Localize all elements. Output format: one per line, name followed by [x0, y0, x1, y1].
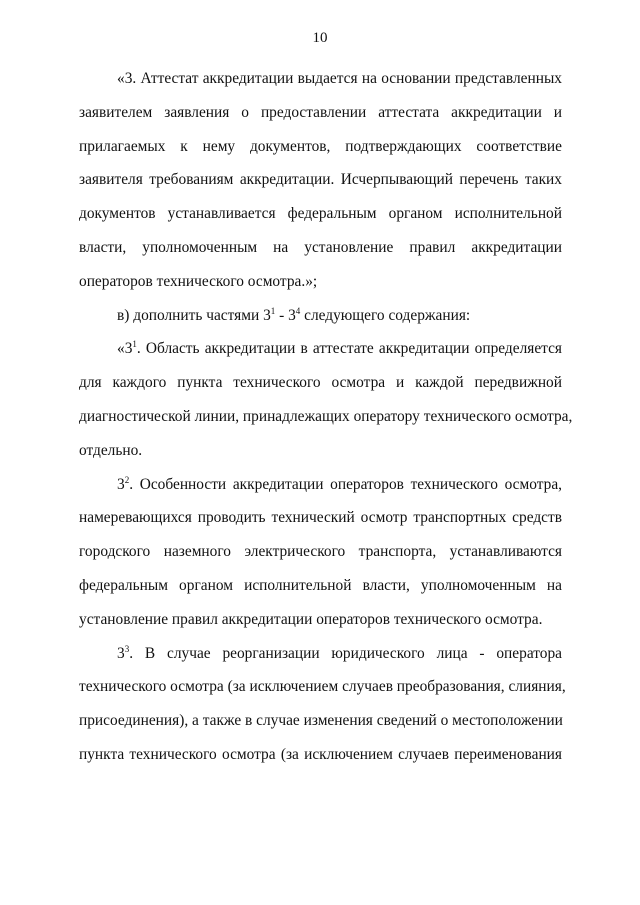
text-line: для каждого пункта технического осмотра и каждой передвижной: [79, 374, 562, 392]
line-text: . Особенности аккредитации операторов технического осмотра,: [129, 475, 562, 493]
line-text: . В случае реорганизации юридического лица - оператора: [129, 644, 562, 662]
text-line: «3. Аттестат аккредитации выдается на основании представленных: [117, 70, 562, 87]
line-text: . Область аккредитации в аттестате аккредитации определяется: [136, 340, 562, 358]
amendment-text-post: следующего содержания:: [300, 306, 471, 324]
page-number: 10: [312, 30, 328, 46]
superscript: 1: [270, 305, 276, 316]
paragraph-part-3-1: [79, 332, 573, 467]
superscript: 4: [295, 305, 301, 316]
superscript: 1: [132, 339, 137, 350]
text-line: диагностической линии, принадлежащих оператору технического осмотра,: [79, 407, 573, 425]
part-number: «3: [117, 340, 133, 358]
text-line: операторов технического осмотра.»;: [79, 272, 318, 290]
document-body: [79, 62, 573, 772]
text-line: [79, 637, 562, 671]
text-line: намеревающихся проводить технический осмотр транспортных средств: [79, 509, 562, 527]
amendment-text-mid: - 3: [275, 306, 296, 324]
superscript: 2: [124, 474, 130, 485]
text-line: прилагаемых к нему документов, подтверждающих соответствие: [79, 137, 562, 155]
text-line: [79, 299, 562, 333]
amendment-text-pre: в) дополнить частями 3: [117, 306, 271, 324]
part-number: 3: [117, 644, 125, 662]
text-line: городского наземного электрического транспорта, устанавливаются: [79, 543, 562, 561]
text-line: заявителем заявления о предоставлении аттестата аккредитации и: [79, 103, 562, 121]
part-number: 3: [117, 475, 125, 493]
text-line: заявителя требованиям аккредитации. Исчерпывающий перечень таких: [79, 171, 562, 189]
text-line: [79, 468, 562, 502]
superscript: 3: [124, 643, 130, 654]
paragraph-part-3-2: [79, 468, 562, 637]
text-line: установление правил аккредитации операторов технического осмотра.: [79, 610, 543, 628]
paragraph-amendment: [79, 299, 562, 333]
paragraph-part-3-3: [79, 637, 566, 772]
text-line: технического осмотра (за исключением случаев преобразования, слияния,: [79, 678, 566, 696]
text-line: документов устанавливается федеральным органом исполнительной: [79, 205, 562, 223]
text-line: пункта технического осмотра (за исключением случаев переименования: [79, 745, 562, 763]
text-line: власти, уполномоченным на установление правил аккредитации: [79, 238, 562, 256]
text-line: отдельно.: [79, 441, 143, 459]
paragraph-part-3: [79, 62, 562, 299]
text-line: [79, 332, 562, 366]
text-line: федеральным органом исполнительной власти, уполномоченным на: [79, 576, 562, 594]
text-line: присоединения), а также в случае изменения сведений о местоположении: [79, 712, 563, 730]
